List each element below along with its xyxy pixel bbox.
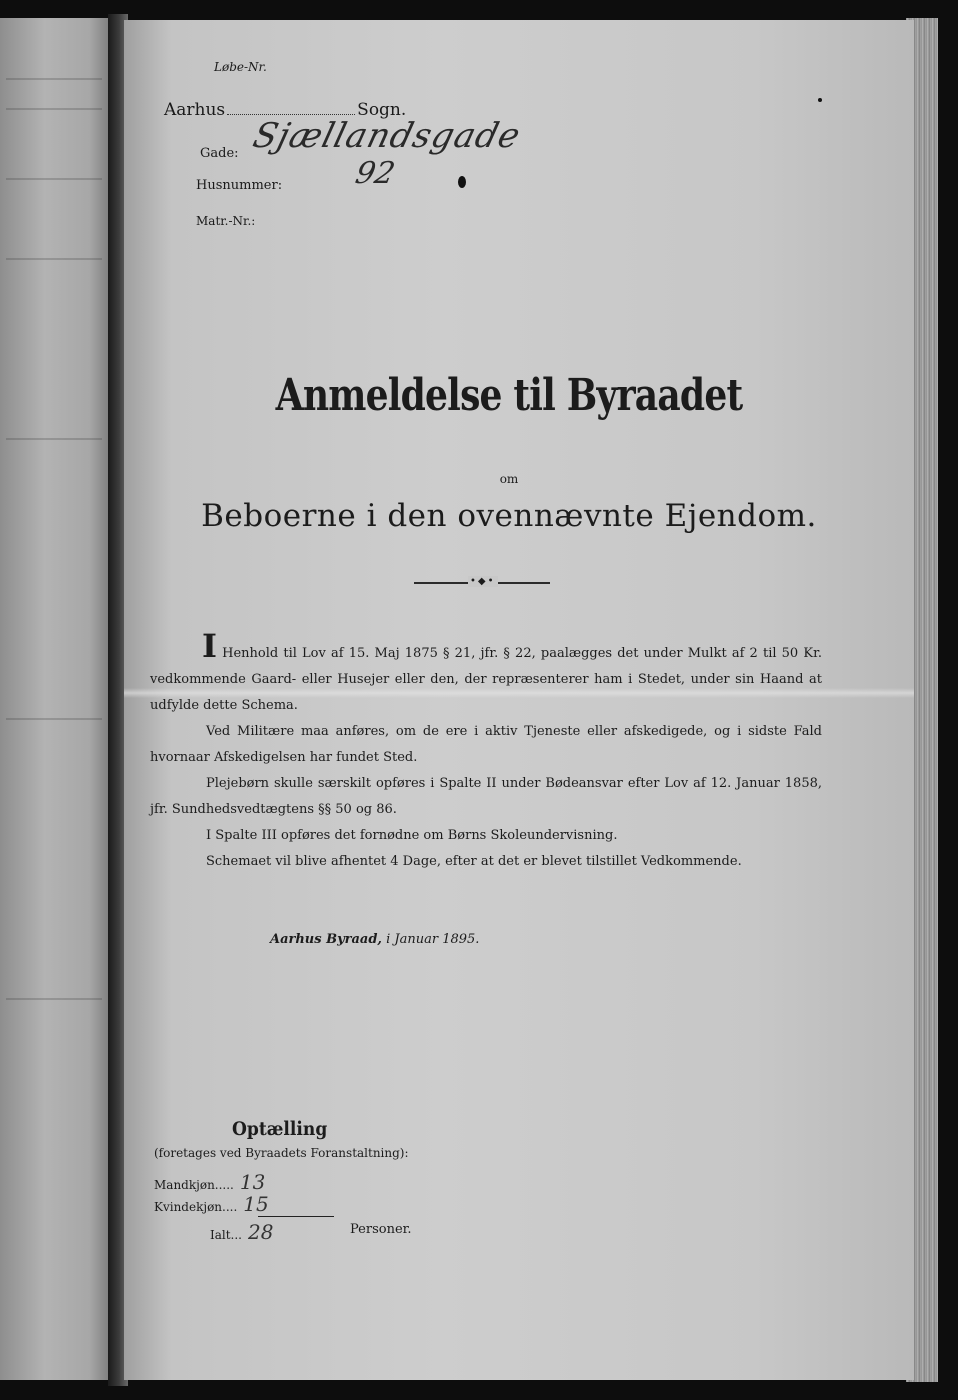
count-row-male xyxy=(154,1170,265,1194)
gade-label: Gade: xyxy=(200,146,239,161)
total-count-value: 28 xyxy=(248,1220,274,1244)
divider-ornament: •◆• xyxy=(470,576,496,587)
female-count-value: 15 xyxy=(243,1192,269,1216)
paragraph-1-text: Henhold til Lov af 15. Maj 1875 § 21, jfr. § 22, paalægges det under Mulkt af 2 til 50 Kr. vedkommende Gaard- eller Husejer eller den, der repræsenterer ham i Stedet, under sin Haand at udfylde dette Schema. xyxy=(150,646,822,713)
facing-page-left xyxy=(0,18,112,1380)
instructions-paragraph-2: Ved Militære maa anføres, om de ere i aktiv Tjeneste eller afskedigede, og i sidste Fald hvornaar Afskedigelsen har fundet Sted. xyxy=(150,724,822,765)
matr-nr-label: Matr.-Nr.: xyxy=(196,214,256,228)
husnummer-handwritten-value: 92 xyxy=(352,156,398,191)
count-row-female xyxy=(154,1192,269,1216)
document-subtitle: Beboerne i den ovennævnte Ejendom. xyxy=(201,498,817,534)
aarhus-label: Aarhus xyxy=(164,100,226,120)
bleed-through-line xyxy=(6,258,102,260)
sogn-fill-line xyxy=(227,100,355,115)
signature-date: i Januar 1895. xyxy=(386,932,480,947)
sum-rule xyxy=(258,1216,334,1217)
bleed-through-line xyxy=(6,718,102,720)
signature-line xyxy=(270,932,479,947)
instructions-text xyxy=(150,627,822,875)
female-label: Kvindekjøn.... xyxy=(154,1200,238,1214)
instructions-paragraph-1 xyxy=(150,627,822,719)
bleed-through-line xyxy=(6,108,102,110)
bleed-through-line xyxy=(6,78,102,80)
drop-initial: I xyxy=(202,627,217,665)
ink-speck xyxy=(818,98,822,102)
total-label: Ialt... xyxy=(210,1228,242,1242)
form-page xyxy=(124,20,914,1380)
title-connector: om xyxy=(499,472,519,486)
signature-org: Aarhus Byraad, xyxy=(270,932,382,947)
bleed-through-line xyxy=(6,438,102,440)
count-subtitle: (foretages ved Byraadets Foranstaltning): xyxy=(154,1146,409,1160)
male-label: Mandkjøn..... xyxy=(154,1178,234,1192)
instructions-paragraph-5: Schemaet vil blive afhentet 4 Dage, efter at det er blevet tilstillet Vedkommende. xyxy=(206,854,742,869)
count-row-total xyxy=(210,1220,273,1244)
instructions-paragraph-4: I Spalte III opføres det fornødne om Børns Skoleundervisning. xyxy=(206,828,618,843)
count-title: Optælling xyxy=(232,1118,328,1140)
gade-handwritten-value: Sjællandsgade xyxy=(249,116,525,156)
husnummer-label: Husnummer: xyxy=(196,178,283,193)
bleed-through-line xyxy=(6,998,102,1000)
personer-label: Personer. xyxy=(350,1222,412,1237)
instructions-paragraph-3: Plejebørn skulle særskilt opføres i Spalte II under Bødeansvar efter Lov af 12. Januar 1858, jfr. Sundhedsvedtægtens §§ 50 og 86. xyxy=(150,776,822,817)
ornamental-divider xyxy=(414,576,550,587)
document-title: Anmeldelse til Byraadet xyxy=(275,370,743,421)
ink-blot xyxy=(458,176,466,188)
sogn-label: Sogn. xyxy=(357,100,407,120)
male-count-value: 13 xyxy=(239,1170,266,1194)
lobe-nr-label: Løbe-Nr. xyxy=(214,60,267,74)
bleed-through-line xyxy=(6,178,102,180)
